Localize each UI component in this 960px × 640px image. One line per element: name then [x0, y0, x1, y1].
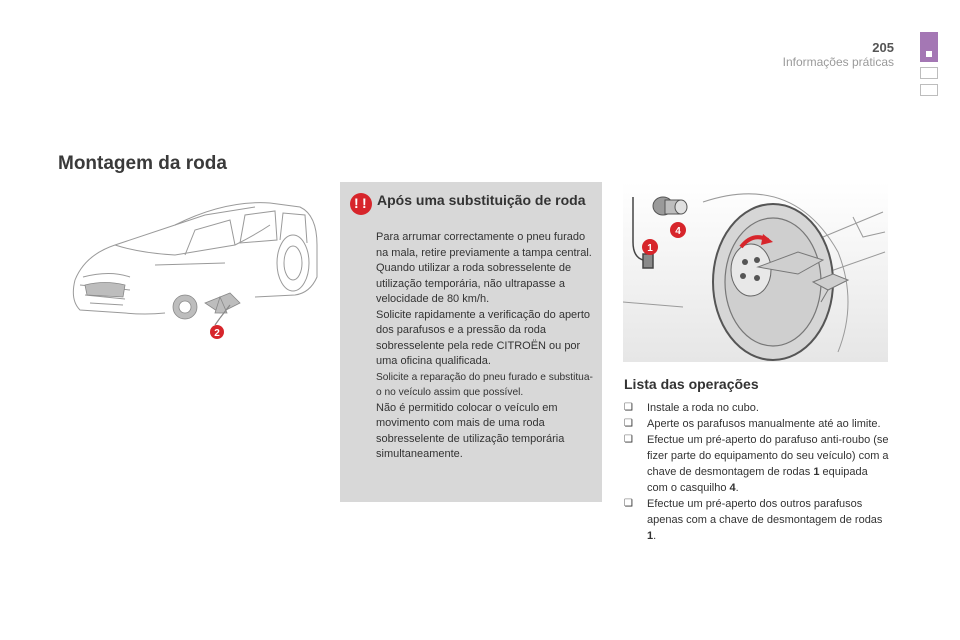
operation-text: Aperte os parafusos manualmente até ao limite.	[647, 418, 881, 430]
checkbox-bullet-icon: ❏	[624, 498, 633, 509]
callout-2-label: 2	[214, 328, 220, 339]
section-label: Informações práticas	[782, 55, 894, 69]
section-tabs	[920, 32, 938, 101]
warning-paragraph: Para arrumar correctamente o pneu furado na mala, retire previamente a tampa central.	[376, 231, 592, 259]
operation-item	[624, 432, 889, 496]
warning-text	[376, 230, 598, 463]
operation-text: equipada com o casquilho	[647, 466, 868, 494]
section-tab[interactable]	[920, 67, 938, 79]
callout-4-label: 4	[675, 226, 681, 237]
warning-paragraph: Solicite a reparação do pneu furado e substitua-o no veículo assim que possível.	[376, 371, 593, 398]
page-number: 205	[872, 40, 894, 55]
operation-text: Efectue um pré-aperto dos outros parafusos apenas com a chave de desmontagem de rodas	[647, 498, 883, 526]
operations-title: Lista das operações	[624, 376, 759, 392]
wheel-tools-illustration	[623, 182, 888, 362]
tool-number: 4	[729, 482, 736, 494]
warning-box	[340, 182, 602, 502]
car-jack-illustration	[55, 185, 330, 355]
operation-text: .	[735, 482, 739, 494]
operation-item	[624, 496, 889, 544]
operation-text: Efectue um pré-aperto do parafuso anti-roubo (se fizer parte do equipamento do seu veículo) com a chave de desmontagem de rodas	[647, 434, 889, 478]
operations-list	[624, 400, 889, 544]
callout-1-label: 1	[647, 243, 653, 254]
operation-text: Instale a roda no cubo.	[647, 402, 759, 414]
warning-paragraph: Quando utilizar a roda sobresselente de utilização temporária, não ultrapasse a velocidade de 80 km/h.	[376, 262, 572, 305]
page-title: Montagem da roda	[58, 153, 227, 174]
operation-item	[624, 416, 889, 432]
operation-text: .	[653, 530, 657, 542]
warning-title: Após uma substituição de roda	[377, 192, 586, 208]
checkbox-bullet-icon: ❏	[624, 434, 633, 445]
tool-number: 1	[647, 530, 654, 542]
operation-item	[624, 400, 889, 416]
section-tab-active[interactable]	[920, 32, 938, 62]
section-tab[interactable]	[920, 84, 938, 96]
warning-paragraph: Não é permitido colocar o veículo em movimento com mais de uma roda sobresselente de utilização temporária simultaneamente.	[376, 401, 565, 460]
tool-number: 1	[813, 466, 820, 478]
warning-paragraph: Solicite rapidamente a verificação do aperto dos parafusos e a pressão da roda sobresselente pela rede CITROËN ou por uma oficina qualificada.	[376, 308, 591, 367]
warning-icon	[350, 193, 372, 215]
checkbox-bullet-icon: ❏	[624, 418, 633, 429]
checkbox-bullet-icon: ❏	[624, 402, 633, 413]
